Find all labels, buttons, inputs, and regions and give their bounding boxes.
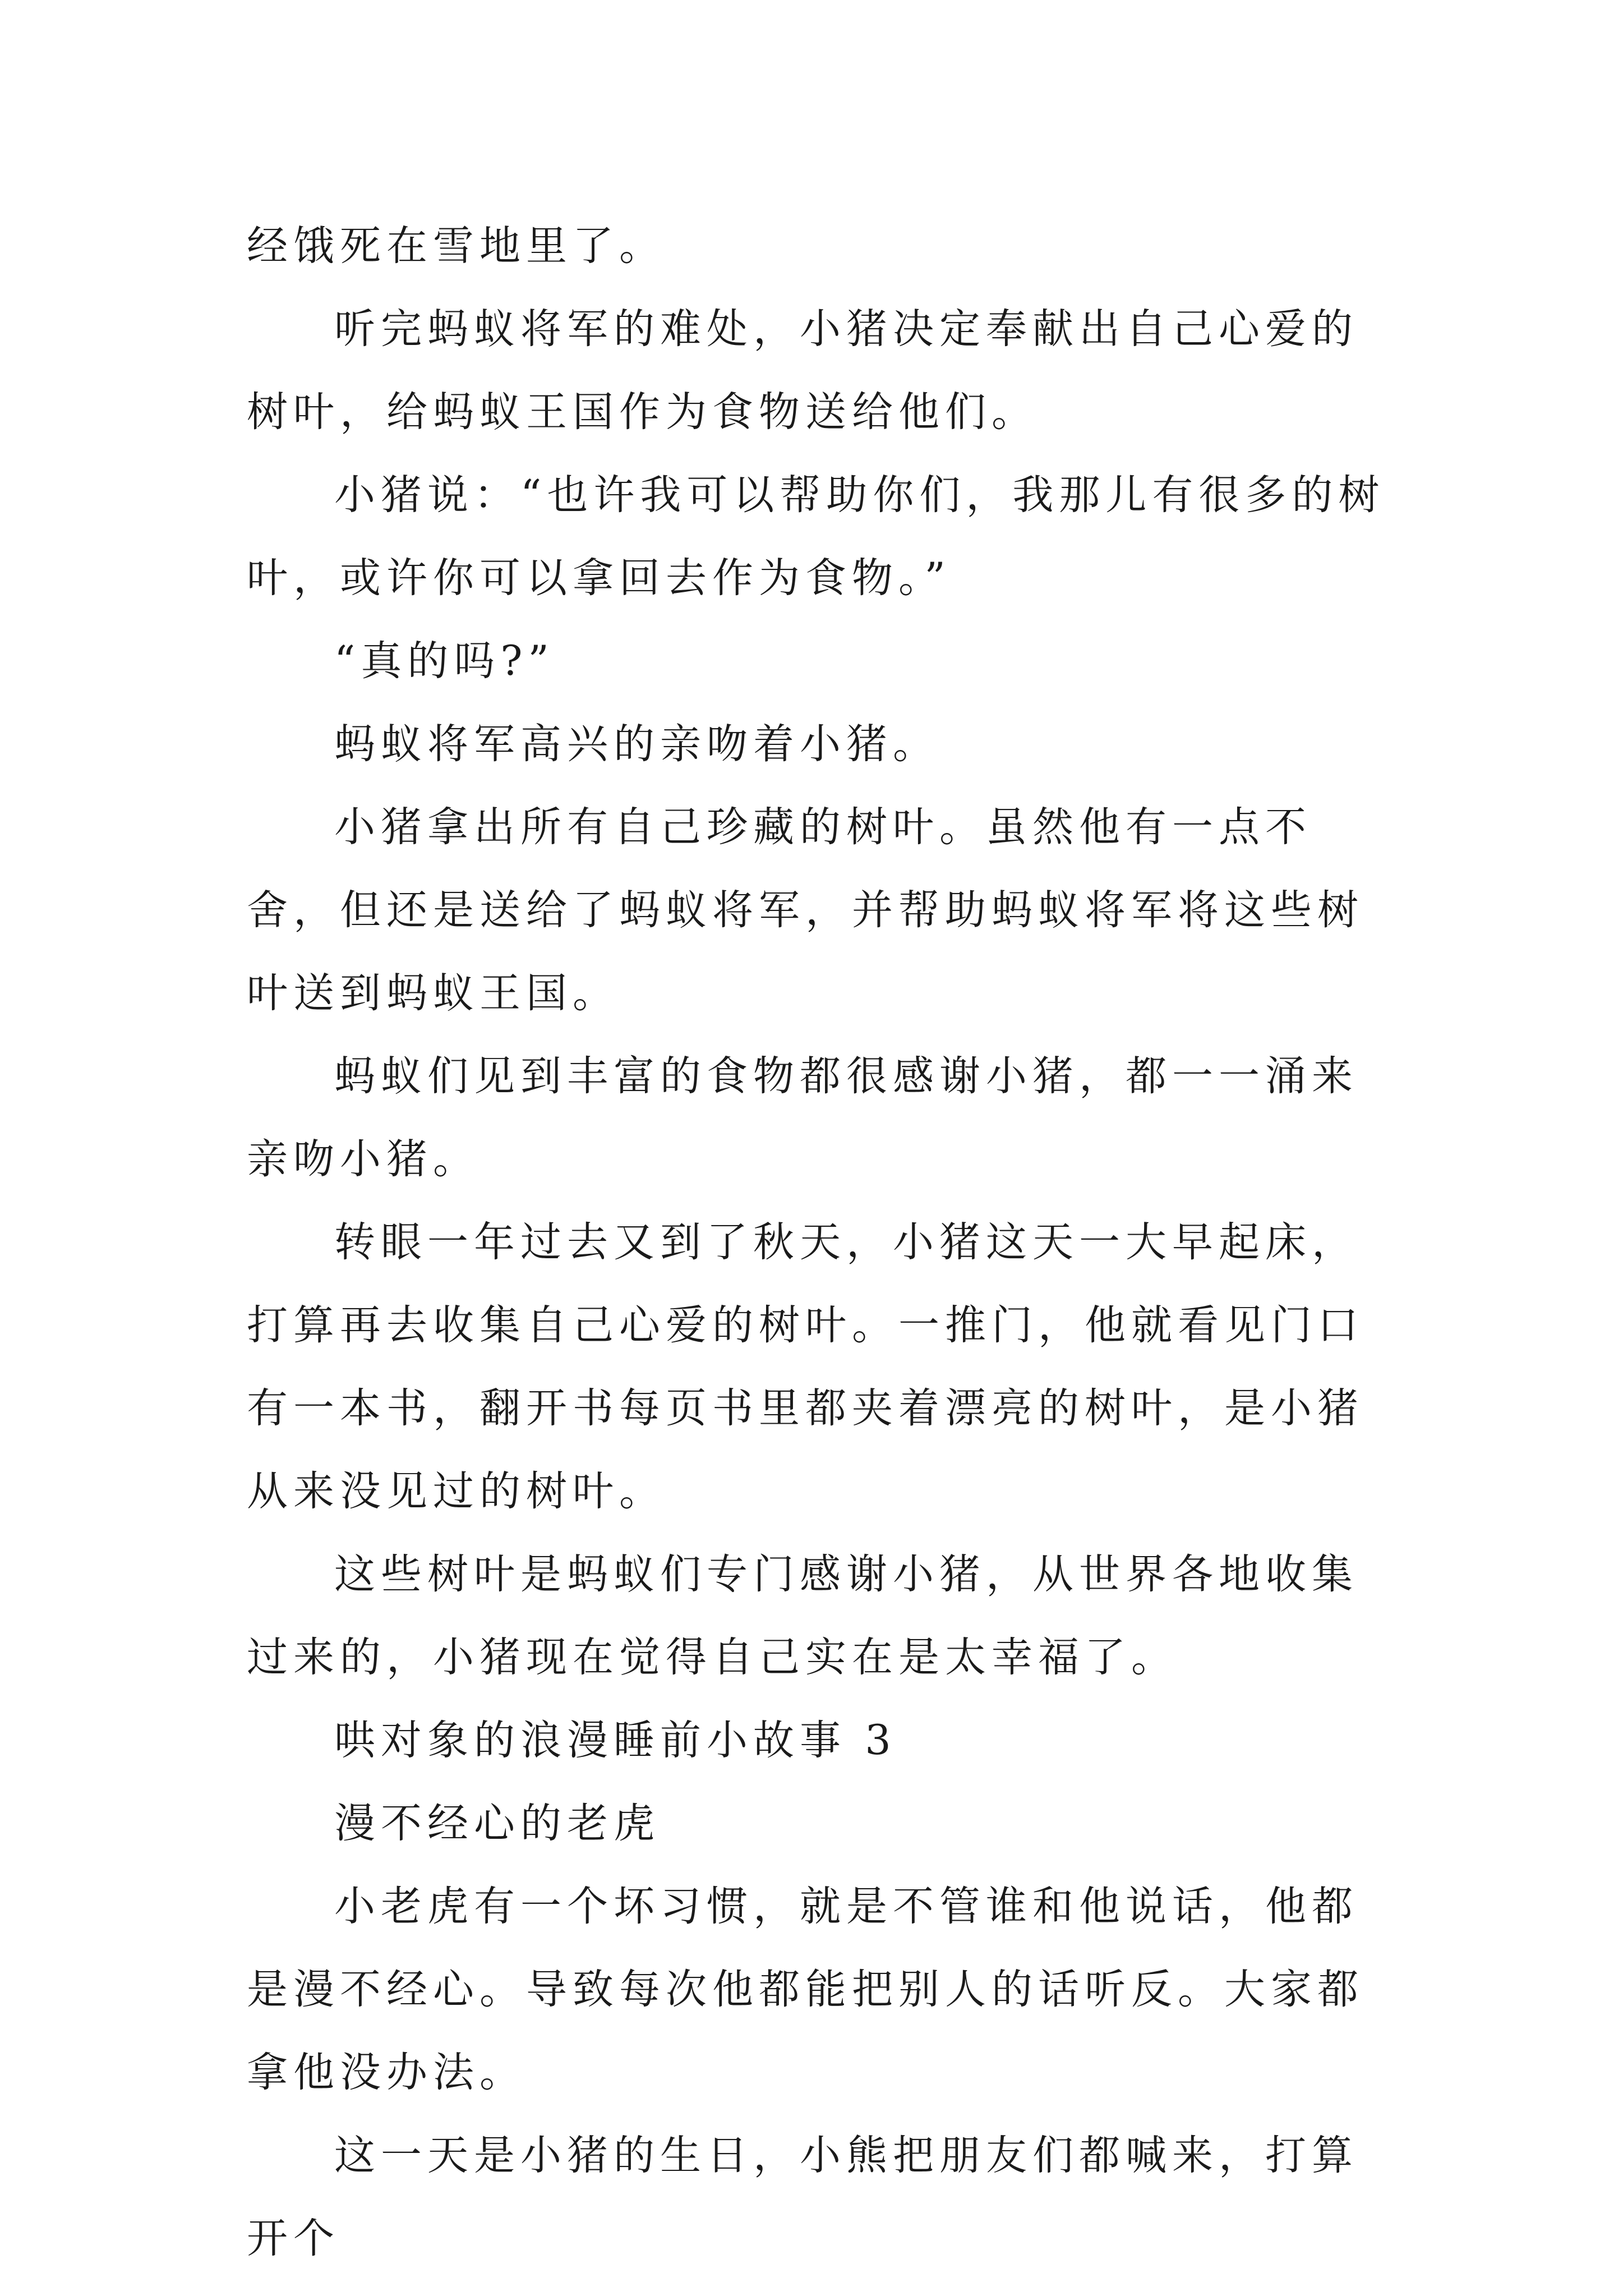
paragraph: 转眼一年过去又到了秋天，小猪这天一大早起床，打算再去收集自己心爱的树叶。一推门，他就看见门口有一本书，翻开书每页书里都夹着漂亮的树叶，是小猪从来没见过的树叶。 xyxy=(247,1218,1364,1515)
document-body xyxy=(247,205,1391,2280)
paragraph: 小猪说：“也许我可以帮助你们，我那儿有很多的树叶，或许你可以拿回去作为食物。” xyxy=(247,471,1385,602)
paragraph: 这一天是小猪的生日，小熊把朋友们都喊来，打算开个 xyxy=(247,2132,1358,2262)
paragraph: 这些树叶是蚂蚁们专门感谢小猪，从世界各地收集过来的，小猪现在觉得自己实在是太幸福了。 xyxy=(247,1550,1358,1681)
story-title: 漫不经心的老虎 xyxy=(334,1800,660,1847)
paragraph: 小猪拿出所有自己珍藏的树叶。虽然他有一点不舍，但还是送给了蚂蚁将军，并帮助蚂蚁将军将这些树叶送到蚂蚁王国。 xyxy=(247,803,1364,1017)
paragraph: 经饿死在雪地里了。 xyxy=(247,222,666,270)
paragraph: 蚂蚁们见到丰富的食物都很感谢小猪，都一一涌来亲吻小猪。 xyxy=(247,1052,1358,1183)
paragraph: 听完蚂蚁将军的难处，小猪决定奉献出自己心爱的树叶，给蚂蚁王国作为食物送给他们。 xyxy=(247,305,1358,436)
paragraph: 蚂蚁将军高兴的亲吻着小猪。 xyxy=(334,720,939,768)
paragraph: “真的吗?” xyxy=(334,637,555,685)
paragraph: 小老虎有一个坏习惯，就是不管谁和他说话，他都是漫不经心。导致每次他都能把别人的话听反。大家都拿他没办法。 xyxy=(247,1883,1364,2096)
section-heading: 哄对象的浪漫睡前小故事 3 xyxy=(334,1717,897,1764)
